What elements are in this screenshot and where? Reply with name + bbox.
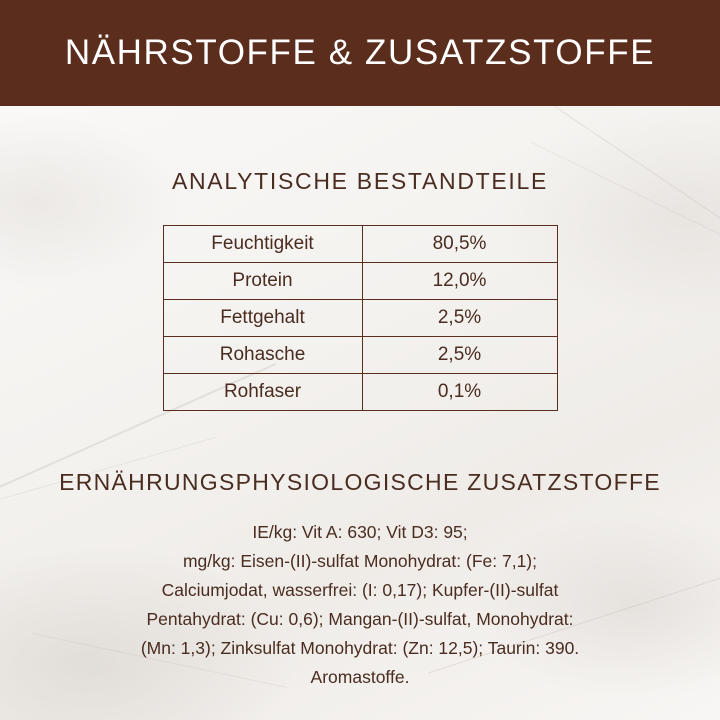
- header-band: [0, 0, 720, 106]
- nutrient-value: 2,5%: [362, 300, 557, 337]
- page-title: NÄHRSTOFFE & ZUSATZSTOFFE: [64, 33, 656, 72]
- additives-line: Calciumjodat, wasserfrei: (I: 0,17); Kupfer-(II)-sulfat: [161, 580, 559, 600]
- nutrient-value: 2,5%: [362, 337, 557, 374]
- additives-line: Pentahydrat: (Cu: 0,6); Mangan-(II)-sulfat, Monohydrat:: [146, 609, 574, 629]
- additives-line: mg/kg: Eisen-(II)-sulfat Monohydrat: (Fe: 7,1);: [182, 551, 537, 571]
- table-row: [163, 337, 557, 374]
- content-area: [0, 168, 720, 692]
- nutrient-value: 12,0%: [362, 263, 557, 300]
- analytical-table-wrap: [28, 225, 692, 411]
- analytical-section-title: ANALYTISCHE BESTANDTEILE: [171, 168, 549, 194]
- table-row: [163, 300, 557, 337]
- nutrient-label: Fettgehalt: [163, 300, 362, 337]
- nutrient-label: Protein: [163, 263, 362, 300]
- table-row: [163, 226, 557, 263]
- nutrient-value: 0,1%: [362, 374, 557, 411]
- additives-section-title: ERNÄHRUNGSPHYSIOLOGISCHE ZUSATZSTOFFE: [59, 469, 661, 495]
- analytical-table: [163, 225, 558, 411]
- table-row: [163, 263, 557, 300]
- additives-text: [28, 518, 692, 692]
- nutrient-label: Rohasche: [163, 337, 362, 374]
- table-row: [163, 374, 557, 411]
- nutrient-label: Feuchtigkeit: [163, 226, 362, 263]
- nutrient-value: 80,5%: [362, 226, 557, 263]
- additives-line: (Mn: 1,3); Zinksulfat Monohydrat: (Zn: 12,5); Taurin: 390.: [140, 638, 580, 658]
- additives-line: IE/kg: Vit A: 630; Vit D3: 95;: [252, 522, 468, 542]
- nutrient-label: Rohfaser: [163, 374, 362, 411]
- additives-line: Aromastoffe.: [310, 667, 410, 687]
